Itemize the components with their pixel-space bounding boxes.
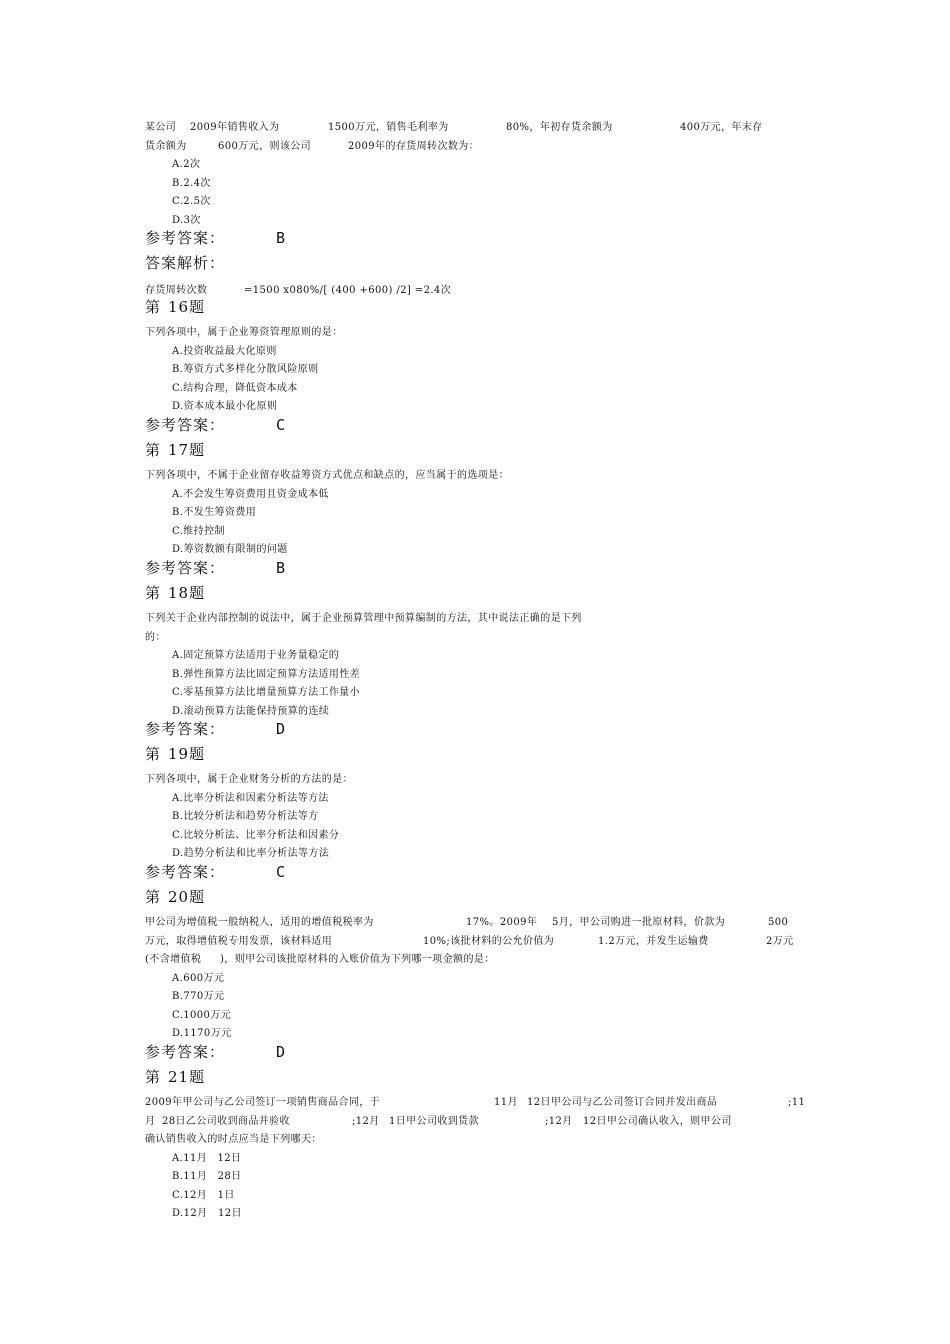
q20-stem-seg5: 万元，取得增值税专用发票，该材料适用 bbox=[145, 936, 333, 947]
q16-heading-prefix: 第 bbox=[145, 298, 162, 316]
q15-stem-seg5: 400万元，年末存 bbox=[680, 122, 763, 133]
q15-answer-label: 参考答案： bbox=[145, 229, 226, 247]
q20-heading-number: 20题 bbox=[168, 888, 206, 906]
q17-stem: 下列各项中，不属于企业留存收益筹资方式优点和缺点的，应当属于的选项是： bbox=[145, 470, 509, 481]
q16-answer: C bbox=[276, 416, 286, 434]
q21-stem-seg10: 12日甲公司确认收入，则甲公司 bbox=[583, 1116, 732, 1127]
q20-answer: D bbox=[276, 1043, 286, 1061]
q21-stem-seg6: 28日乙公司收到商品并验收 bbox=[162, 1116, 290, 1127]
q20-stem-seg9: (不含增值税 bbox=[145, 954, 202, 965]
q21-option-c: C.12月 1日 bbox=[172, 1190, 235, 1201]
q21-stem-seg1: 2009年甲公司与乙公司签订一项销售商品合同，于 bbox=[145, 1097, 381, 1108]
q18-stem-line2: 的： bbox=[145, 632, 166, 643]
q21-option-b: B.11月 28日 bbox=[172, 1171, 242, 1182]
q20-stem-seg8: 2万元 bbox=[766, 936, 794, 947]
q18-answer: D bbox=[276, 720, 286, 738]
q15-option-d: D.3次 bbox=[172, 215, 201, 226]
q19-heading-prefix: 第 bbox=[145, 745, 162, 763]
q18-stem-line1: 下列关于企业内部控制的说法中，属于企业预算管理中预算编制的方法，其中说法正确的是下列 bbox=[145, 613, 582, 624]
q17-option-d: D.筹资数额有限制的问题 bbox=[172, 544, 288, 555]
q18-option-a: A.固定预算方法适用于业务量稳定的 bbox=[172, 650, 340, 661]
q16-option-b: B.筹资方式多样化分散风险原则 bbox=[172, 364, 319, 375]
q20-option-b: B.770万元 bbox=[172, 991, 225, 1002]
q15-analysis-label: 答案解析： bbox=[145, 254, 226, 272]
q19-heading-number: 19题 bbox=[168, 745, 206, 763]
q18-answer-label: 参考答案： bbox=[145, 720, 226, 738]
q21-option-d: D.12月 12日 bbox=[172, 1208, 242, 1219]
q16-option-d: D.资本成本最小化原则 bbox=[172, 401, 278, 412]
q16-answer-label: 参考答案： bbox=[145, 416, 226, 434]
q15-stem-seg6: 货余额为 bbox=[145, 141, 187, 152]
q20-answer-label: 参考答案： bbox=[145, 1043, 226, 1061]
q15-option-b: B.2.4次 bbox=[172, 178, 211, 189]
q18-heading-number: 18题 bbox=[168, 584, 206, 602]
q19-option-d: D.趋势分析法和比率分析法等方法 bbox=[172, 848, 330, 859]
q15-analysis-formula: =1500 x080%/[ (400 +600) /2] =2.4次 bbox=[244, 285, 452, 296]
q17-heading-prefix: 第 bbox=[145, 441, 162, 459]
q19-answer-label: 参考答案： bbox=[145, 863, 226, 881]
q17-option-b: B.不发生筹资费用 bbox=[172, 507, 257, 518]
q17-answer: B bbox=[276, 559, 286, 577]
q21-stem-seg7: ;12月 bbox=[352, 1116, 380, 1127]
q20-stem-seg3: 5月，甲公司购进一批原材料，价款为 bbox=[552, 917, 726, 928]
q16-option-c: C.结构合理，降低资本成本 bbox=[172, 383, 298, 394]
q21-stem-seg9: ;12月 bbox=[545, 1116, 573, 1127]
q20-stem-seg7: 1.2万元，并发生运输费 bbox=[598, 936, 709, 947]
q19-stem: 下列各项中，属于企业财务分析的方法的是： bbox=[145, 774, 353, 785]
q17-heading-number: 17题 bbox=[168, 441, 206, 459]
q20-heading-prefix: 第 bbox=[145, 888, 162, 906]
q17-option-a: A.不会发生筹资费用且资金成本低 bbox=[172, 489, 329, 500]
q15-answer: B bbox=[276, 229, 286, 247]
q19-option-c: C.比较分析法、比率分析法和因素分 bbox=[172, 830, 340, 841]
q16-option-a: A.投资收益最大化原则 bbox=[172, 346, 277, 357]
q20-stem-seg6: 10%;该批材料的公允价值为 bbox=[423, 936, 555, 947]
q21-heading-prefix: 第 bbox=[145, 1068, 162, 1086]
q21-stem-seg5: 月 bbox=[145, 1116, 156, 1127]
q15-stem-seg7: 600万元，则该公司 bbox=[218, 141, 312, 152]
q15-analysis-seg1: 存货周转次数 bbox=[145, 285, 208, 296]
q17-answer-label: 参考答案： bbox=[145, 559, 226, 577]
q15-stem-seg3: 1500万元，销售毛利率为 bbox=[328, 122, 449, 133]
q21-stem-seg8: 1日甲公司收到货款 bbox=[389, 1116, 479, 1127]
q20-option-c: C.1000万元 bbox=[172, 1010, 232, 1021]
q15-option-a: A.2次 bbox=[172, 159, 201, 170]
q20-option-d: D.1170万元 bbox=[172, 1028, 232, 1039]
q15-stem-seg2: 2009年销售收入为 bbox=[190, 122, 280, 133]
q18-option-d: D.滚动预算方法能保持预算的连续 bbox=[172, 706, 330, 717]
q17-option-c: C.维持控制 bbox=[172, 526, 225, 537]
q15-stem-seg4: 80%，年初存货余额为 bbox=[506, 122, 613, 133]
q21-stem-seg3: 12日甲公司与乙公司签订合同并发出商品 bbox=[527, 1097, 718, 1108]
q19-answer: C bbox=[276, 863, 286, 881]
q20-stem-seg10: )，则甲公司该批原材料的入账价值为下列哪一项金额的是： bbox=[220, 954, 495, 965]
q19-option-b: B.比较分析法和趋势分析法等方 bbox=[172, 811, 319, 822]
q20-stem-seg2: 17%。2009年 bbox=[466, 917, 538, 928]
q19-option-a: A.比率分析法和因素分析法等方法 bbox=[172, 793, 329, 804]
q15-stem-seg1: 某公司 bbox=[145, 122, 177, 133]
q20-stem-seg1: 甲公司为增值税一般纳税人，适用的增值税税率为 bbox=[145, 917, 374, 928]
q16-heading-number: 16题 bbox=[168, 298, 206, 316]
q21-stem-line3: 确认销售收入的时点应当是下列哪天： bbox=[145, 1134, 322, 1145]
q21-heading-number: 21题 bbox=[168, 1068, 206, 1086]
q15-stem-seg8: 2009年的存货周转次数为： bbox=[348, 141, 480, 152]
q20-option-a: A.600万元 bbox=[172, 973, 225, 984]
q21-option-a: A.11月 12日 bbox=[172, 1153, 242, 1164]
q21-stem-seg2: 11月 bbox=[494, 1097, 518, 1108]
q18-heading-prefix: 第 bbox=[145, 584, 162, 602]
q18-option-b: B.弹性预算方法比固定预算方法适用性差 bbox=[172, 669, 361, 680]
q20-stem-seg4: 500 bbox=[768, 917, 789, 928]
q15-option-c: C.2.5次 bbox=[172, 196, 211, 207]
q21-stem-seg4: ;11 bbox=[788, 1097, 806, 1108]
q18-option-c: C.零基预算方法比增量预算方法工作量小 bbox=[172, 687, 361, 698]
q16-stem: 下列各项中，属于企业筹资管理原则的是： bbox=[145, 327, 343, 338]
